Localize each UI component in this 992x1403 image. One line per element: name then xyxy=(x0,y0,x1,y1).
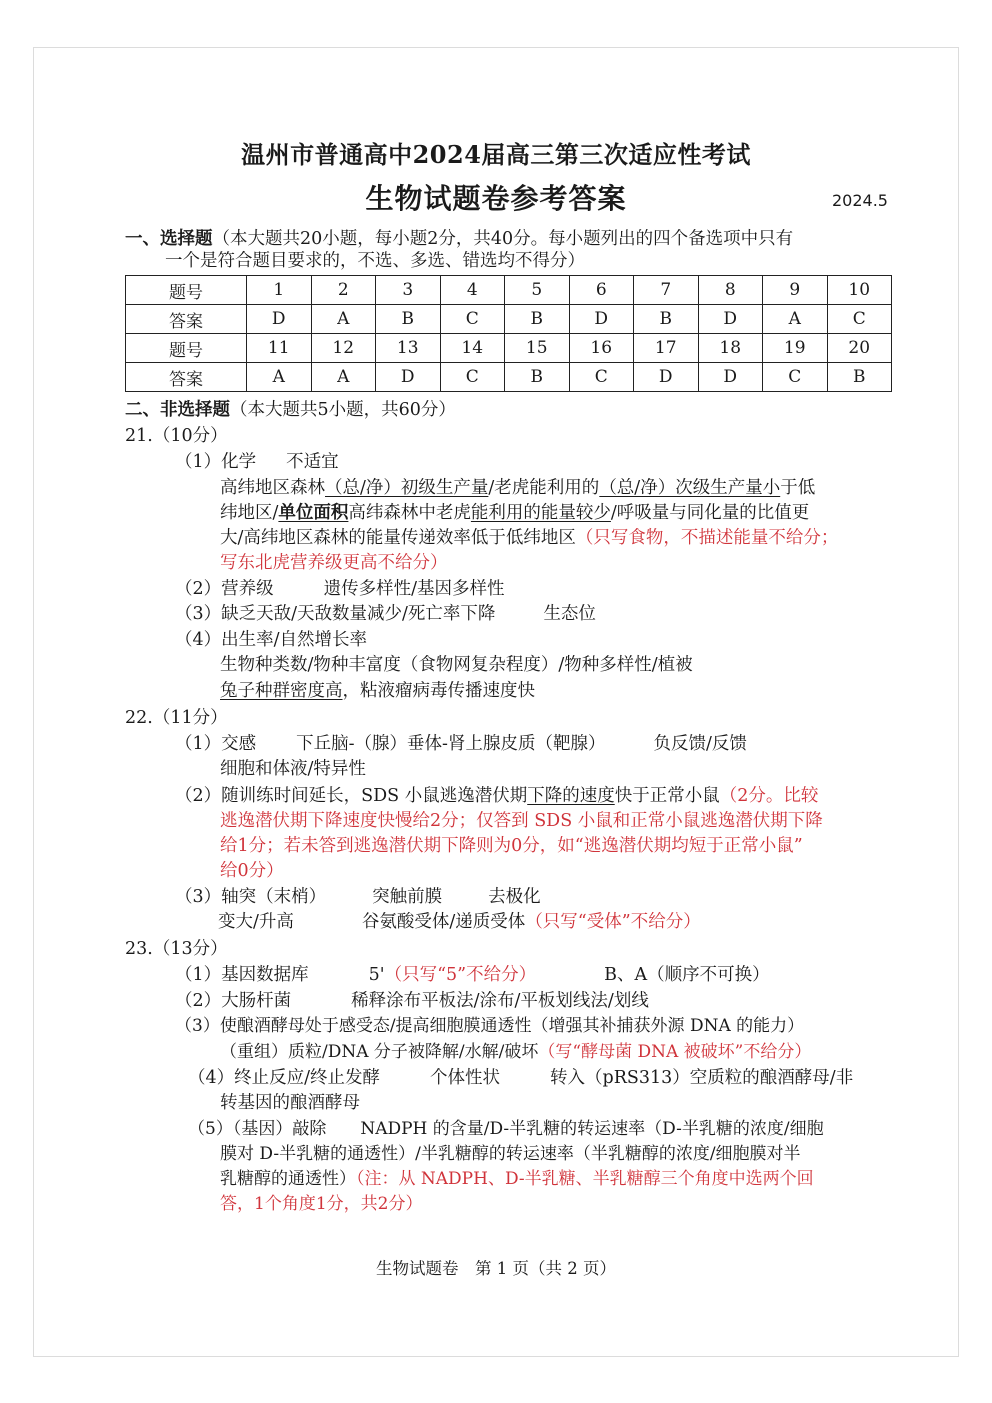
table-cell: 3 xyxy=(376,276,441,305)
grading-note: （只写食物，不描述能量不给分； xyxy=(575,528,839,548)
q22-p3-line2 xyxy=(218,909,701,935)
q23-p1 xyxy=(175,962,770,988)
q22-head: 22.（11分） xyxy=(125,708,228,728)
answer-text: 谷氨酸受体/递质受体 xyxy=(361,912,526,932)
q23-p4-line2: 转基因的酿酒酵母 xyxy=(220,1093,360,1113)
table-label-a: 答案 xyxy=(126,363,247,392)
table-cell: B xyxy=(505,305,570,334)
q22-p1-line2: 细胞和体液/特异性 xyxy=(220,759,366,779)
grading-note: 给1分；若未答到逃逸潜伏期下降则为0分，如“逃逸潜伏期均短于正常小鼠” xyxy=(220,836,803,856)
table-label-a: 答案 xyxy=(126,305,247,334)
grading-note: 逃逸潜伏期下降速度快慢给2分；仅答到 SDS 小鼠和正常小鼠逃逸潜伏期下降 xyxy=(220,811,823,831)
q22-p1 xyxy=(175,731,747,757)
answer-text-underlined: （总/净）初级生产量 xyxy=(325,478,489,498)
table-cell: 5 xyxy=(505,276,570,305)
answer-text: 乳糖醇的通透性） xyxy=(220,1169,356,1189)
answer-text: 高纬地区森林 xyxy=(220,478,325,498)
answer-text: 下丘脑-（腺）垂体-肾上腺皮质（靶腺） xyxy=(296,734,606,754)
answer-text: （3）轴突（末梢） xyxy=(175,887,327,907)
table-row xyxy=(126,334,892,363)
table-row xyxy=(126,276,892,305)
q23-p3-line2 xyxy=(220,1039,811,1065)
answer-text: 稀释涂布平板法/涂布/平板划线法/划线 xyxy=(351,991,649,1011)
page-subtitle: 生物试题卷参考答案 xyxy=(365,182,627,215)
grading-note: （注：从 NADPH、D-半乳糖、半乳糖醇三个角度中选两个回 xyxy=(356,1169,814,1189)
grading-note: （只写“5”不给分） xyxy=(384,965,537,985)
q23-p5-line3 xyxy=(220,1166,814,1192)
q21-p4-line3 xyxy=(220,678,535,704)
answer-text-underlined: （总/净）次级生产量小 xyxy=(599,478,781,498)
answer-text: ，粘液瘤病毒传播速度快 xyxy=(342,681,535,701)
answer-text: （1）基因数据库 xyxy=(175,965,309,985)
table-label-q: 题号 xyxy=(126,276,247,305)
table-cell: 7 xyxy=(634,276,699,305)
table-cell: D xyxy=(698,363,763,392)
answer-text-underlined: 下降的速度 xyxy=(527,786,615,806)
table-cell: 12 xyxy=(311,334,376,363)
table-cell: B xyxy=(376,305,441,334)
table-cell: 15 xyxy=(505,334,570,363)
table-cell: C xyxy=(440,305,505,334)
answer-table xyxy=(125,275,892,392)
answer-text: /呼吸量与同化量的比值更 xyxy=(610,503,810,523)
page-title: 温州市普通高中2024届高三第三次适应性考试 xyxy=(241,140,751,169)
table-cell: 6 xyxy=(569,276,634,305)
q21-p1 xyxy=(175,449,339,475)
answer-text: 大/高纬地区森林的能量传递效率低于低纬地区 xyxy=(220,528,576,548)
table-cell: A xyxy=(311,305,376,334)
table-cell: 4 xyxy=(440,276,505,305)
answer-text: （3）缺乏天敌/天敌数量减少/死亡率下降 xyxy=(175,604,496,624)
answer-text: 高纬森林中老虎 xyxy=(348,503,471,523)
answer-text: 生态位 xyxy=(543,604,596,624)
q21-line3 xyxy=(220,525,838,551)
section2-heading: 二、非选择题 xyxy=(125,400,230,420)
table-cell: C xyxy=(763,363,828,392)
section2-note: （本大题共5小题，共60分） xyxy=(230,400,456,420)
table-cell: C xyxy=(440,363,505,392)
grading-note: （只写“受体”不给分） xyxy=(525,912,701,932)
table-cell: 9 xyxy=(763,276,828,305)
table-label-q: 题号 xyxy=(126,334,247,363)
table-cell: D xyxy=(247,305,312,334)
table-cell: 17 xyxy=(634,334,699,363)
grading-note: 答，1个角度1分，共2分） xyxy=(220,1194,423,1214)
table-cell: 10 xyxy=(827,276,892,305)
answer-text: B、A（顺序不可换） xyxy=(604,965,770,985)
answer-text: 去极化 xyxy=(488,887,541,907)
q21-line1 xyxy=(220,475,815,501)
table-row xyxy=(126,363,892,392)
q23-p3: （3）使酿酒酵母处于感受态/提高细胞膜通透性（增强其补捕获外源 DNA 的能力） xyxy=(175,1016,805,1036)
answer-text: （2）大肠杆菌 xyxy=(175,991,292,1011)
table-cell: A xyxy=(763,305,828,334)
table-cell: D xyxy=(634,363,699,392)
table-cell: C xyxy=(569,363,634,392)
table-cell: 19 xyxy=(763,334,828,363)
answer-text: （1）交感 xyxy=(175,734,257,754)
answer-text: （4）终止反应/终止发酵 xyxy=(188,1068,381,1088)
table-cell: 13 xyxy=(376,334,441,363)
table-cell: 1 xyxy=(247,276,312,305)
q21-p3 xyxy=(175,601,596,627)
table-row xyxy=(126,305,892,334)
q23-p5: （5）（基因）敲除 NADPH 的含量/D-半乳糖的转运速率（D-半乳糖的浓度/细胞 xyxy=(188,1119,824,1139)
answer-text: （重组）质粒/DNA 分子被降解/水解/破坏 xyxy=(220,1042,539,1062)
q21-p4-line2: 生物种类数/物种丰富度（食物网复杂程度）/物种多样性/植被 xyxy=(220,655,693,675)
table-cell: 16 xyxy=(569,334,634,363)
q22-p2 xyxy=(175,783,818,809)
answer-text: 不适宜 xyxy=(286,452,339,472)
answer-text: （1）化学 xyxy=(175,452,257,472)
grading-note: （写“酵母菌 DNA 被破坏”不给分） xyxy=(538,1042,812,1062)
q21-p2 xyxy=(175,576,505,602)
table-cell: B xyxy=(505,363,570,392)
table-cell: 2 xyxy=(311,276,376,305)
section1-note-1: （本大题共20小题，每小题2分，共40分。每小题列出的四个备选项中只有 xyxy=(212,229,794,249)
answer-text: 5' xyxy=(368,965,385,985)
table-cell: 14 xyxy=(440,334,505,363)
table-cell: 20 xyxy=(827,334,892,363)
q23-head: 23.（13分） xyxy=(125,939,228,959)
grading-note: 写东北虎营养级更高不给分） xyxy=(220,553,448,573)
table-cell: 11 xyxy=(247,334,312,363)
page-footer: 生物试题卷 第 1 页（共 2 页） xyxy=(376,1259,616,1278)
answer-text-underlined: 兔子种群密度高 xyxy=(220,681,343,701)
table-cell: A xyxy=(311,363,376,392)
table-cell: 8 xyxy=(698,276,763,305)
section1-note-2: 一个是符合题目要求的，不选、多选、错选均不得分） xyxy=(165,251,585,271)
section1-heading: 一、选择题 xyxy=(125,229,213,249)
answer-text: /老虎能利用的 xyxy=(488,478,600,498)
table-cell: C xyxy=(827,305,892,334)
q23-p2 xyxy=(175,988,649,1014)
table-cell: B xyxy=(827,363,892,392)
answer-text: （2）随训练时间延长，SDS 小鼠逃逸潜伏期 xyxy=(175,786,528,806)
answer-text: （2）营养级 xyxy=(175,579,274,599)
answer-text: 负反馈/反馈 xyxy=(653,734,747,754)
q21-line2 xyxy=(220,500,809,526)
answer-text-underlined: 能利用的能量较少 xyxy=(470,503,611,523)
table-cell: D xyxy=(376,363,441,392)
table-cell: D xyxy=(698,305,763,334)
answer-text: 遗传多样性/基因多样性 xyxy=(323,579,505,599)
answer-text: 变大/升高 xyxy=(218,912,294,932)
section2-heading-line xyxy=(125,397,456,423)
q21-head: 21.（10分） xyxy=(125,426,228,446)
q22-p3 xyxy=(175,884,541,910)
answer-text: 转入（pRS313）空质粒的酿酒酵母/非 xyxy=(550,1068,854,1088)
table-cell: D xyxy=(569,305,634,334)
q23-p5-line2: 膜对 D-半乳糖的通透性）/半乳糖醇的转运速率（半乳糖醇的浓度/细胞膜对半 xyxy=(220,1144,801,1164)
answer-text: 个体性状 xyxy=(430,1068,501,1088)
table-cell: B xyxy=(634,305,699,334)
q23-p4 xyxy=(188,1065,853,1091)
q21-p4: （4）出生率/自然增长率 xyxy=(175,630,368,650)
answer-text: 突触前膜 xyxy=(372,887,443,907)
date: 2024.5 xyxy=(832,191,888,210)
grading-note: （2分。比较 xyxy=(719,786,819,806)
table-cell: 18 xyxy=(698,334,763,363)
answer-text-underlined: 单位面积 xyxy=(278,503,349,523)
answer-text: 于低 xyxy=(780,478,816,498)
grading-note: 给0分） xyxy=(220,861,284,881)
table-cell: A xyxy=(247,363,312,392)
answer-text: 快于正常小鼠 xyxy=(614,786,720,806)
answer-text: 纬地区/ xyxy=(220,503,279,523)
